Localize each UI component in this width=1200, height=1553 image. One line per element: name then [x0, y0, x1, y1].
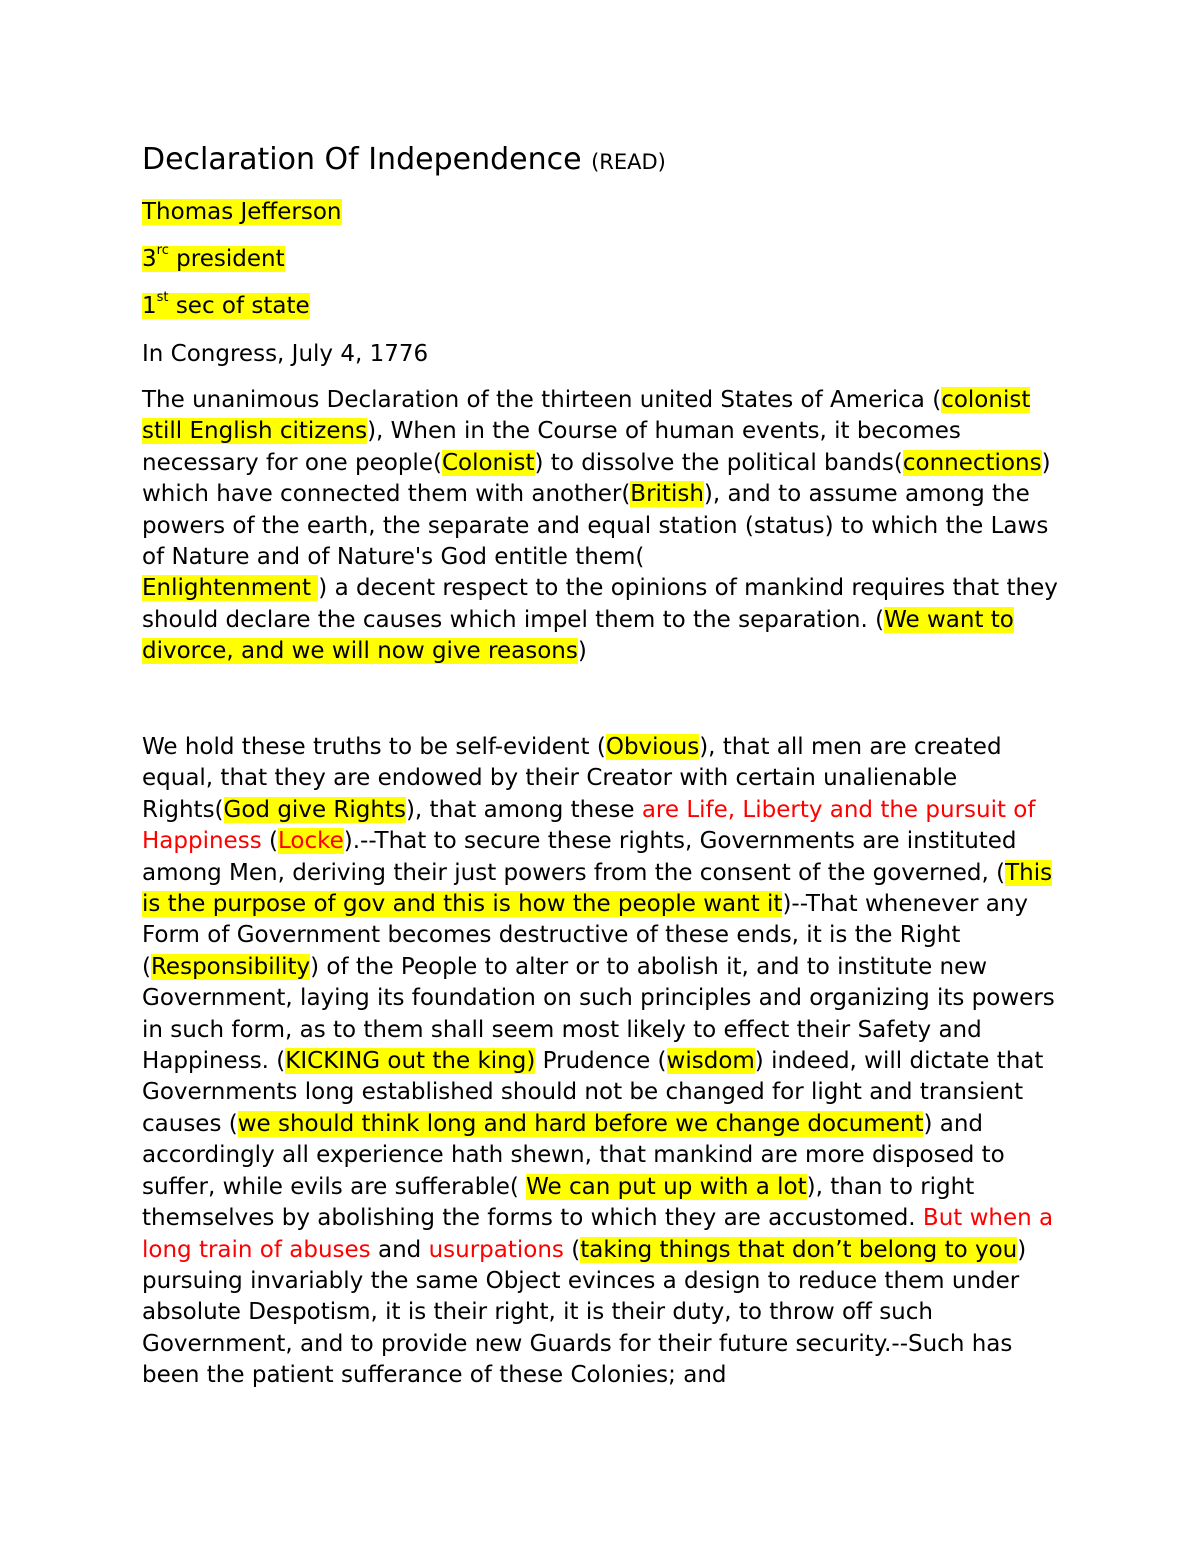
text-run: ) which have connected them with another( — [142, 449, 1051, 508]
text-run: ) — [577, 638, 587, 665]
text-run-highlight: We want to divorce, and we will now give reasons — [142, 606, 1014, 665]
text-run: ( — [261, 828, 278, 855]
dateline: In Congress, July 4, 1776 — [142, 341, 429, 367]
text-run-highlight: colonist still English citizens — [142, 387, 1031, 445]
text-run: ), that among these — [405, 796, 642, 823]
text-run-highlight: Responsibility — [150, 953, 311, 980]
title-text: Declaration Of Independence — [142, 142, 582, 177]
text-run: ), When in the Course of human events, it becomes necessary for one people( — [142, 418, 961, 476]
text-run-highlight: Colonist — [441, 449, 535, 476]
text-run: ) to dissolve the political bands( — [534, 449, 903, 476]
paragraph-preamble — [142, 385, 1067, 668]
text-run-red-highlight: Locke — [277, 828, 344, 855]
text-run: We hold these truths to be self-evident ( — [142, 734, 606, 760]
note-president-suffix: rc — [156, 243, 169, 259]
text-run-highlight: we should think long and hard before we change document — [237, 1110, 924, 1137]
paragraph-truths — [142, 732, 1067, 1392]
text-run-highlight: Enlightenment — [142, 575, 319, 602]
text-run: ), than to right themselves by abolishing the forms to which they are accustomed. — [142, 1173, 975, 1232]
note-president-highlight — [142, 243, 285, 272]
text-run: and — [370, 1236, 429, 1263]
text-run: ), that all men are created equal, that they are endowed by their Creator with certain unalienable Rights( — [142, 734, 1002, 823]
text-run-highlight: KICKING out the king) — [285, 1048, 536, 1075]
note-president-text: president — [176, 246, 285, 272]
text-run-red: usurpations — [428, 1236, 564, 1263]
title-suffix: (READ) — [591, 150, 666, 174]
note-president-number: 3 — [142, 246, 157, 272]
note-secretary-suffix: st — [156, 290, 169, 306]
text-run: The unanimous Declaration of the thirteen united States of America ( — [142, 387, 942, 413]
author-line — [142, 196, 342, 228]
text-run: ), and to assume among the powers of the earth, the separate and equal station (status) to which the Laws of Nature and of Nature's God entitle them( — [142, 481, 1049, 571]
text-run: Prudence ( — [535, 1048, 667, 1075]
text-run-highlight: We can put up with a lot — [526, 1173, 807, 1200]
author-name: Thomas Jefferson — [142, 199, 342, 225]
text-run: ) pursuing invariably the same Object evinces a design to reduce them under absolute Despotism, it is their right, it is their duty, to throw off such Government, and to provide new Guards for their future security.--Such has been the patient sufferance of these Colonies; and — [142, 1236, 1027, 1389]
text-run-highlight: This is the purpose of gov and this is how the people want it — [142, 859, 1053, 918]
text-run: )--That whenever any Form of Government becomes destructive of these ends, it is the Right ( — [142, 891, 1029, 980]
document-title — [142, 140, 666, 182]
text-run: ).--That to secure these rights, Governments are instituted among Men, deriving their just powers from the consent of the governed, ( — [142, 828, 1017, 886]
note-secretary-number: 1 — [142, 293, 157, 319]
text-run: ) a decent respect to the opinions of mankind requires that they should declare the causes which impel them to the separation. ( — [142, 575, 1058, 633]
note-president — [142, 243, 285, 275]
text-run-highlight: British — [630, 481, 704, 508]
text-run-highlight: Obvious — [605, 734, 700, 760]
note-secretary-highlight — [142, 290, 310, 319]
text-run-highlight: God give Rights — [223, 796, 406, 823]
text-run: ) indeed, will dictate that Governments long established should not be changed for light and transient causes ( — [142, 1048, 1044, 1137]
text-run: ( — [563, 1236, 581, 1263]
text-run-highlight: connections — [902, 449, 1042, 476]
note-secretary — [142, 290, 310, 322]
text-run: ) of the People to alter or to abolish it, and to institute new Government, laying its foundation on such principles and organizing its powers in such form, as to them shall seem most likely to effect their Safety and Happiness. ( — [142, 953, 1055, 1075]
text-run-red: are Life, Liberty and the pursuit of Happiness — [142, 796, 1036, 855]
text-run-red: But when a long train of abuses — [142, 1205, 1054, 1263]
text-run-highlight: taking things that don’t belong to you — [580, 1236, 1018, 1263]
note-secretary-text: sec of state — [175, 293, 310, 319]
text-run: ) and accordingly all experience hath shewn, that mankind are more disposed to suffer, while evils are sufferable( — [142, 1110, 1005, 1200]
text-run-highlight: wisdom — [666, 1048, 755, 1075]
